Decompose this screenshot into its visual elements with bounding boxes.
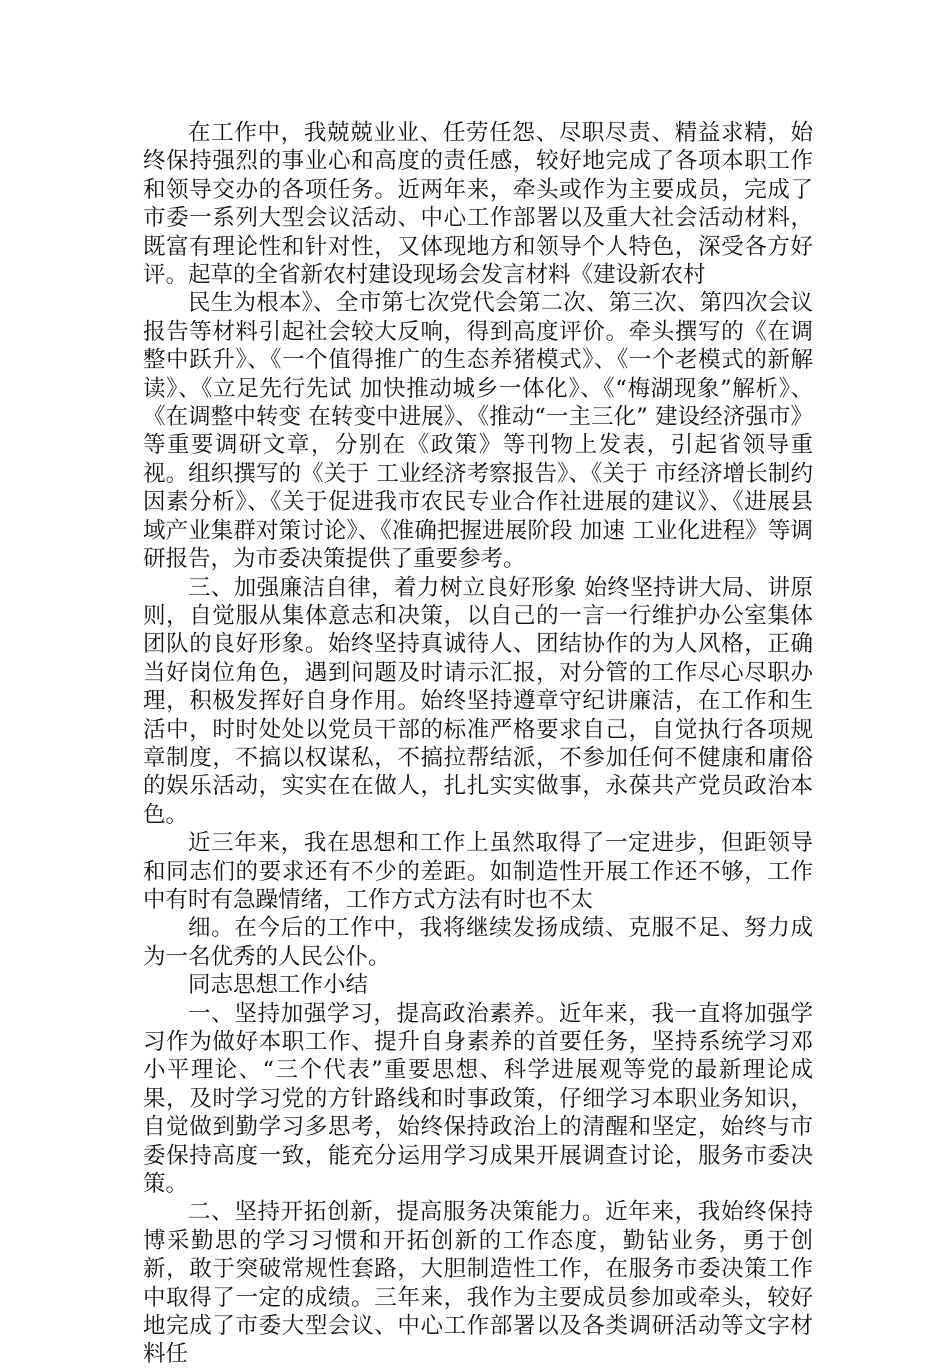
paragraph-research-articles: 民生为根本》、全市第七次党代会第二次、第三次、第四次会议报告等材料引起社会较大反响，得到高度评价。牵头撰写的《在调整中跃升》、《一个值得推广的生态养猪模式》、《一个老模式的新解读》、《立足先行先试 加快推动城乡一体化》、《“梅湖现象”解析》、《在调整中转变 在转变中进展》、《推动“一主三化” 建设经济强市》等重要调研文章，分别在《政策》等刊物上发表，引起省领导重视。组织撰写的《关于 工业经济考察报告》、《关于 市经济增长制约因素分析》、《关于促进我市农民专业合作社进展的建议》、《进展县域产业集群对策讨论》、《准确把握进展阶段 加速 工业化进程》等调研报告，为市委决策提供了重要参考。: [143, 290, 813, 573]
paragraph-work-performance: 在工作中，我兢兢业业、任劳任怨、尽职尽责、精益求精，始终保持强烈的事业心和高度的责任感，较好地完成了各项本职工作和领导交办的各项任务。近两年来，牵头或作为主要成员，完成了市委一系列大型会议活动、中心工作部署以及重大社会活动材料，既富有理论性和针对性，又体现地方和领导个人特色，深受各方好评。起草的全省新农村建设现场会发言材料《建设新农村: [143, 120, 813, 289]
paragraph-study-politics: 一、坚持加强学习，提高政治素养。近年来，我一直将加强学习作为做好本职工作、提升自身素养的首要任务，坚持系统学习邓小平理论、“三个代表”重要思想、科学进展观等党的最新理论成果，及时学习党的方针路线和时事政策，仔细学习本职业务知识，自觉做到勤学习多思考，始终保持政治上的清醒和坚定，始终与市委保持高度一致，能充分运用学习成果开展调查讨论，服务市委决策。: [143, 1000, 813, 1198]
paragraph-innovation-service: 二、坚持开拓创新，提高服务决策能力。近年来，我始终保持博采勤思的学习习惯和开拓创新的工作态度，勤钻业务，勇于创新，敢于突破常规性套路，大胆制造性工作，在服务市委决策工作中取得了一定的成绩。三年来，我作为主要成员参加或牵头，较好地完成了市委大型会议、中心工作部署以及各类调研活动等文字材料任: [143, 1199, 813, 1368]
paragraph-future-plans: 细。在今后的工作中，我将继续发扬成绩、克服不足、努力成为一名优秀的人民公仆。: [143, 915, 813, 970]
section-title-summary: 同志思想工作小结: [188, 972, 369, 999]
paragraph-shortcomings: 近三年来，我在思想和工作上虽然取得了一定进步，但距领导和同志们的要求还有不少的差距。如制造性开展工作还不够，工作中有时有急躁情绪，工作方式方法有时也不太: [143, 830, 813, 913]
document-body: [143, 119, 813, 1369]
paragraph-integrity-self-discipline: 三、加强廉洁自律，着力树立良好形象 始终坚持讲大局、讲原则，自觉服从集体意志和决策，以自己的一言一行维护办公室集体团队的良好形象。始终坚持真诚待人、团结协作的为人风格，正确当好岗位角色，遇到问题及时请示汇报，对分管的工作尽心尽职办理，积极发挥好自身作用。始终坚持遵章守纪讲廉洁，在工作和生活中，时时处处以党员干部的标准严格要求自己，自觉执行各项规章制度，不搞以权谋私，不搞拉帮结派，不参加任何不健康和庸俗的娱乐活动，实实在在做人，扎扎实实做事，永葆共产党员政治本色。: [143, 574, 813, 828]
